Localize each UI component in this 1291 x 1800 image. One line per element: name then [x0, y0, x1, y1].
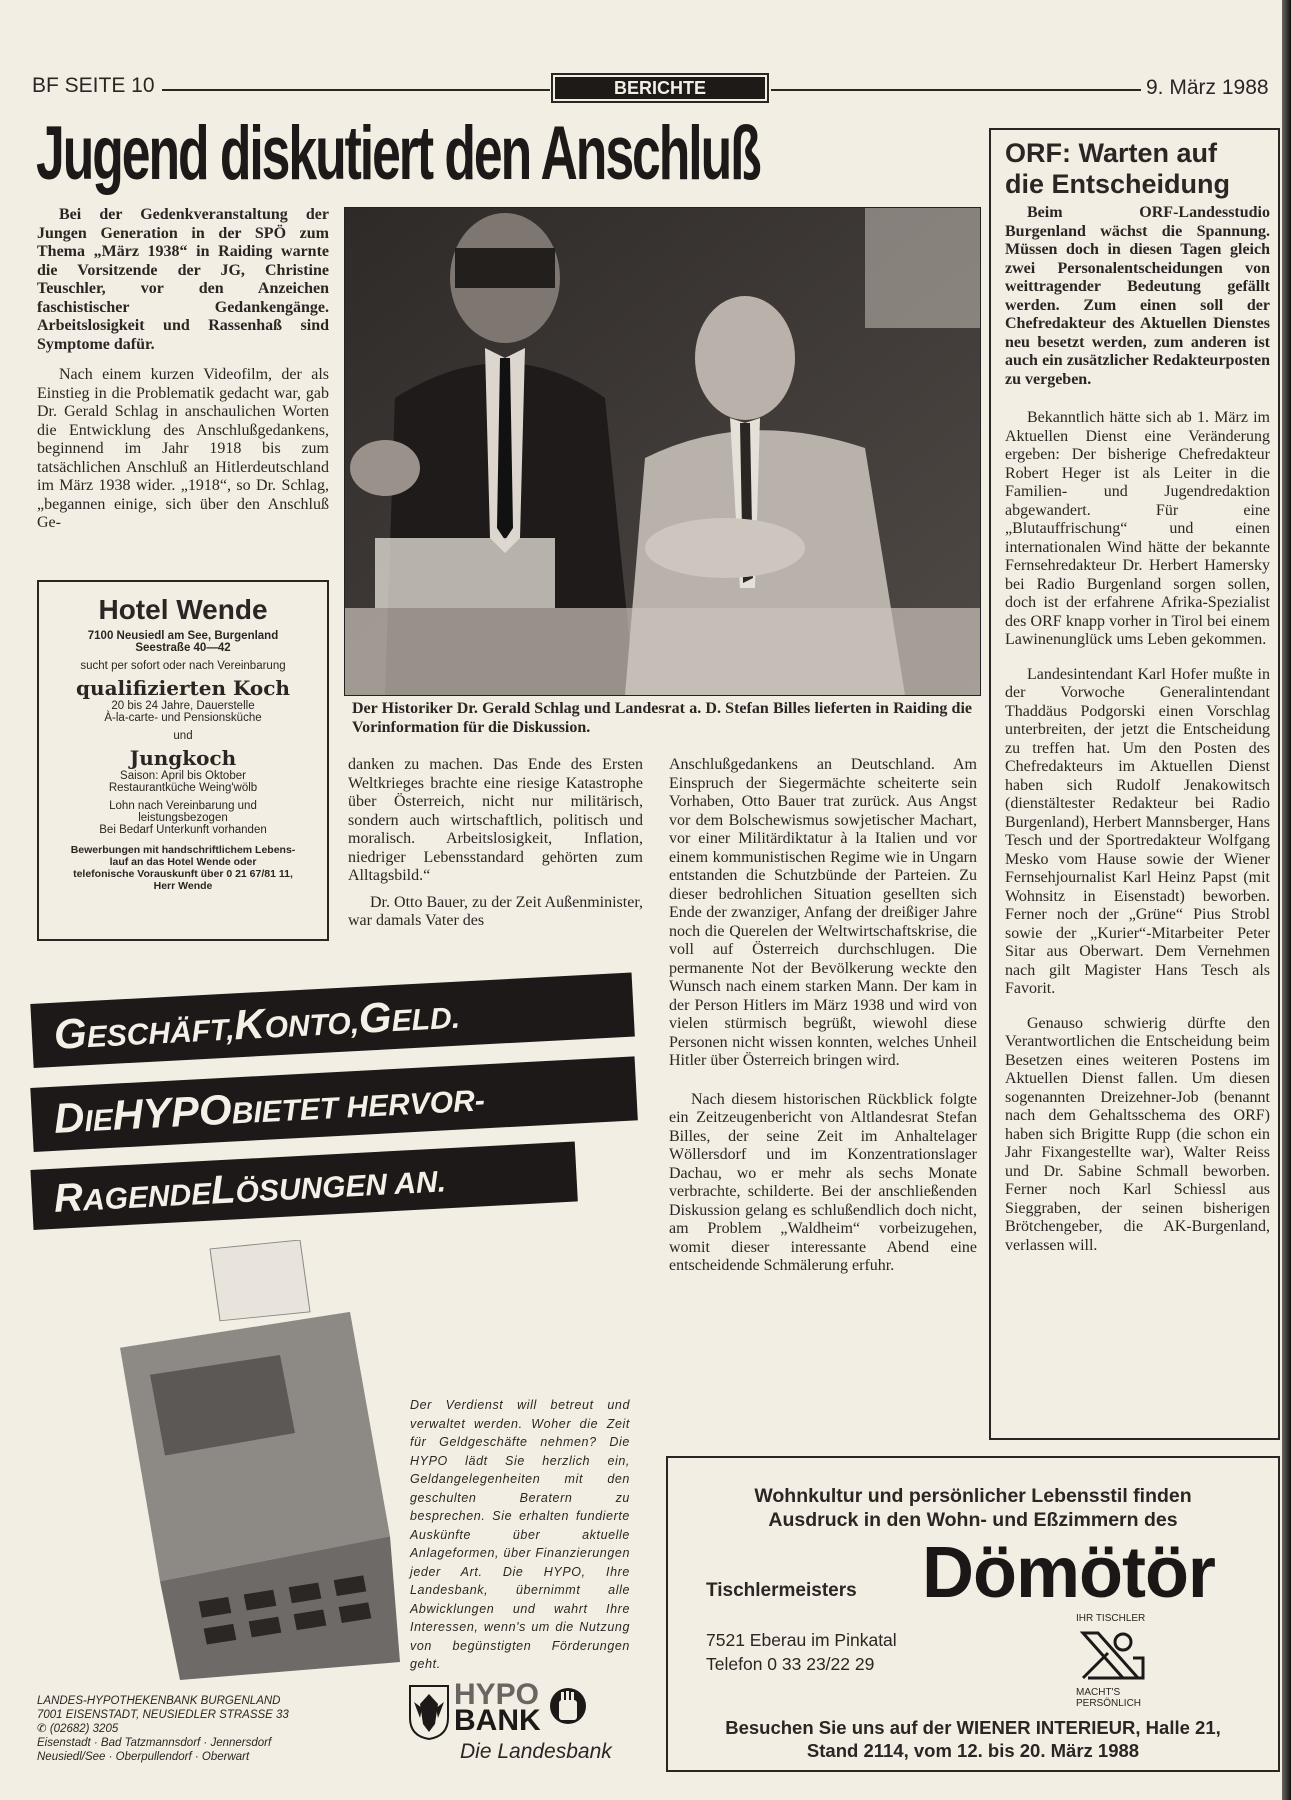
side-paragraph: Landesintendant Karl Hofer mußte in der Vorwoche Generalintendant Thaddäus Podgorski einen Vorschlag unterbreiten, der jetzt die Entscheidung zu treffen hat. Um den Posten des Chefredakteurs im Aktuellen Dienst haben sich Rudolf Jenakowitsch (dienstältester Redakteur bei Radio Burgenland), Herbert Mannsberger, Hans Tesch und der Sportredakteur Wolfgang Mesko vom Hause sowie der Wiener Fernsehjournalist Karl Heinz Papst (mit Wohnsitz in Eisenstadt) beworben. Ferner noch der „Grüne“ Pius Strobl sowie der „Kurier“-Mitarbeiter Peter Sitar aus Oberwart. Dem Vernehmen nach gilt Magister Hans Tesch als Favorit. — [1005, 665, 1270, 997]
branches-line: Eisenstadt · Bad Tatzmannsdorf · Jennersdorf — [37, 1737, 272, 1749]
side-paragraph: Genauso schwierig dürfte den Verantwortlichen die Entscheidung beim Besetzen eines weiteren Postens im Aktuellen Dienst fallen. Um diesen sogenannten Dreizehner-Job (benannt nach dem Gehaltsschema des ORF) haben sich Brigitte Rupp (die schon ein Jahr Fixangestellte war), Walter Reiss und Dr. Sabine Schmall beworben. Ferner noch Karl Schiessl aus Sieggraben, der seinen bisherigen Brötchengeber, die AK-Burgenland, verlassen will. — [1005, 1014, 1270, 1254]
issue-date: 9. März 1988 — [1146, 76, 1269, 99]
headline: Jugend diskutiert den Anschluß — [36, 111, 760, 196]
slogan-part: D — [52, 1093, 86, 1142]
logo-hypo: HYPO — [454, 1678, 540, 1711]
photo-image — [345, 208, 980, 695]
scan-edge — [1282, 0, 1291, 1800]
branches-line: Neusiedl/See · Oberpullendorf · Oberwart — [37, 1751, 250, 1763]
orf-side-article — [989, 128, 1280, 1440]
article-paragraph: Nach diesem historischen Rückblick folgte ein Zeitzeugenbericht von Altlandesrat Stefan Billes, der seine Zeit im Anhaltelager Wöllersdorf und im Konzentrationslager Dachau, wo er mehr als sechs Monate verbrachte, schilderte. Bei der anschließenden Diskussion gelang es schlußendlich doch nicht, am Problem „Waldheim“ vorbeizugehen, womit dieser interessante Abend eine entscheidende Schmälerung erfuhr. — [669, 1090, 977, 1274]
hotel-terms — [39, 800, 327, 836]
ad-headline-line: Wohnkultur und persönlicher Lebensstil finden — [754, 1485, 1192, 1507]
ad-prefix: Tischlermeisters — [706, 1580, 857, 1601]
photo-caption: Der Historiker Dr. Gerald Schlag und Landesrat a. D. Stefan Billes lieferten in Raiding die Vorinformation für die Diskussion. — [352, 700, 972, 736]
calculator-illustration — [100, 1240, 400, 1680]
hypo-bank-logo — [408, 1678, 638, 1772]
hypo-address — [37, 1694, 289, 1764]
logo-line: MACHT'S — [1076, 1687, 1121, 1698]
side-headline: ORF: Warten auf die Entscheidung — [1005, 138, 1231, 199]
article-paragraph: Anschlußgedankens an Deutschland. Am Einspruch der Siegermächte scheiterte sein Vorhaben, Otto Bauer trat zurück. Aus Angst vor dem Bolschewismus sowjetischer Machart, vor einer Militärdiktatur à la Italien und vor einem kommunistischen Regime wie in Ungarn entstanden die Schutzbünde der Parteien. Zu dieser bedrohlichen Situation gesellten sich Ende der zwanziger, Anfang der dreißiger Jahre noch die Querelen der Weltwirtschaftskrise, die voll auf Österreich durchschlugen. Die permanente Not der Bevölkerung weckte den Wunsch nach einem starken Mann. Der kam in der Person Hitlers im März 1938 und wird von vielen stürmisch begrüßt, wiewohl diese Personen nicht wissen konnten, welches Unheil Hitler über Österreich bringen wird. — [669, 756, 977, 1069]
slogan-part: G — [357, 993, 393, 1042]
contact-line: lauf an das Hotel Wende oder — [109, 856, 257, 868]
logo-tagline: Die Landesbank — [460, 1740, 612, 1763]
company-address: 7521 Eberau im Pinkatal — [706, 1630, 897, 1650]
contact-line: telefonische Vorauskunft über 0 21 67/81 11, — [73, 868, 293, 880]
slogan-part: L — [209, 1167, 237, 1213]
slogan-part: ÖSUNGEN AN. — [234, 1165, 447, 1210]
ad-footer-line: Besuchen Sie uns auf der WIENER INTERIEUR, Halle 21, — [725, 1717, 1221, 1738]
hotel-address-line: 7100 Neusiedl am See, Burgenland — [87, 630, 279, 642]
slogan-part: AGENDE — [82, 1177, 213, 1218]
logo-bottom-text — [1076, 1687, 1141, 1709]
hypo-slogan-line-1 — [30, 973, 635, 1068]
address-line: LANDES-HYPOTHEKENBANK BURGENLAND — [37, 1695, 281, 1707]
logo-bank: BANK — [454, 1704, 541, 1737]
plane-tool-icon — [1078, 1628, 1148, 1686]
hypo-slogan-line-3 — [30, 1142, 577, 1230]
slogan-part: IE — [83, 1103, 114, 1139]
slogan-part: K — [232, 999, 266, 1049]
ad-headline-line: Ausdruck in den Wohn- und Eßzimmern des — [768, 1509, 1178, 1531]
slogan-part: ESCHÄFT, — [85, 1013, 236, 1055]
job-title-koch: qualifizierten Koch — [76, 676, 290, 700]
job-detail: Restaurantküche Weing'wölb — [108, 782, 258, 794]
side-lead: Beim ORF-Landesstudio Burgenland wächst die Spannung. Müssen doch in diesen Tagen gleich zwei Personalentscheidungen von weittragender Bedeutung gefällt werden. Zum einen soll der Chefredakteur des Aktuellen Dienstes neu besetzt werden, zum anderen ist auch ein zusätzlicher Redakteurposten zu vergeben. — [1005, 204, 1270, 388]
terms-line: Bei Bedarf Unterkunft vorhanden — [99, 824, 267, 836]
hand-icon — [548, 1686, 588, 1726]
company-phone: Telefon 0 33 23/22 29 — [706, 1654, 875, 1674]
and-label: und — [173, 730, 193, 742]
slogan-part: R — [52, 1175, 84, 1221]
address-line: 7001 EISENSTADT, NEUSIEDLER STRASSE 33 — [37, 1709, 289, 1721]
hotel-contact — [39, 844, 327, 892]
article-lead: Bei der Gedenkveranstaltung der Jungen Generation in der SPÖ zum Thema „März 1938“ in Raiding warnte die Vorsitzende der JG, Christine Teuschler, vor den Anzeichen faschistischer Gedankengänge. Arbeitslosigkeit und Rassenhaß sind Symptome dafür. — [37, 206, 329, 353]
article-photo — [344, 207, 981, 696]
article-paragraph: danken zu machen. Das Ende des Ersten Weltkrieges brachte eine riesige Katastrophe über Österreich, nicht nur militärisch, sondern auch wirtschaftlich, politisch und moralisch. Arbeitslosigkeit, Inflation, niedriger Lebensstandard gehörten zum Alltagsbild.“ — [348, 756, 643, 884]
contact-line: Bewerbungen mit handschriftlichem Lebens- — [70, 844, 296, 856]
logo-line: PERSÖNLICH — [1076, 1698, 1142, 1709]
job-detail: À-la-carte- und Pensionsküche — [104, 712, 262, 724]
side-article-body — [1005, 204, 1270, 1255]
job-title-jungkoch: Jungkoch — [129, 746, 237, 770]
company-name: Dömötör — [922, 1533, 1215, 1613]
hotel-wende-ad — [37, 580, 329, 941]
contact-line: Herr Wende — [153, 880, 213, 892]
logo-top-text: IHR TISCHLER — [1076, 1613, 1146, 1624]
hotel-address-line: Seestraße 40—42 — [135, 642, 231, 654]
job-detail: 20 bis 24 Jahre, Dauerstelle — [111, 700, 255, 712]
terms-line: Lohn nach Vereinbarung und — [109, 800, 257, 812]
article-paragraph: Nach einem kurzen Videofilm, der als Einstieg in die Problematik gedacht war, gab Dr. Gerald Schlag in anschaulichen Worten die Entwicklung des Anschlußgedankens, beginnend im Jahr 1918 bis zum tatsächlichen Anschluß an Hitlerdeutschland im März 1938 wider. „1918“, so Dr. Schlag, „begannen einige, sich über den Anschluß Ge- — [37, 366, 329, 531]
side-paragraph: Bekanntlich hätte sich ab 1. März im Aktuellen Dienst eine Veränderung ergeben: Der bisherige Chefredakteur Robert Heger ist als Leiter in die Familien- und Jugendredaktion abgewandert. Für eine „Blutauffrischung“ und einen internationalen Wind hätte der bekannte Fernsehredakteur Dr. Herbert Hamersky bei Radio Burgenland sorgen sollen, doch ist der erfahrene Afrika-Spezialist des ORF knapp vorher in Tirol bei einem Lawinenunglück ums Leben gekommen. — [1005, 409, 1270, 648]
terms-line: leistungsbezogen — [138, 812, 228, 824]
hypo-body-text: Der Verdienst will betreut und verwaltet werden. Woher die Zeit für Geldgeschäfte nehmen? Die HYPO lädt Sie herzlich ein, Geldangelegenheiten mit den geschulten Beratern zu besprechen. Sie erhalten fundierte Auskünfte über aktuelle Anlageformen, über Finanzierungen jeder Art. Die HYPO, Ihre Landesbank, übernimmt alle Abwicklungen und wahrt Ihre Interessen, wenn's um die Nutzung von begünstigten Förderungen geht. — [410, 1398, 630, 1671]
hotel-intro: sucht per sofort oder nach Vereinbarung — [80, 660, 286, 672]
page-label: BF SEITE 10 — [32, 74, 155, 97]
section-label — [551, 73, 769, 103]
slogan-part: G — [52, 1009, 88, 1058]
slogan-part: ONTO, — [263, 1006, 360, 1045]
header-rule-right — [771, 89, 1141, 91]
slogan-part: ELD. — [390, 1001, 461, 1039]
article-column-3 — [669, 756, 977, 1284]
section-label-text: BERICHTE — [555, 77, 765, 99]
phone-line: ✆ (02682) 3205 — [37, 1723, 119, 1735]
article-column-2 — [348, 756, 643, 939]
slogan-part: BIETET HERVOR- — [230, 1084, 486, 1131]
ad-footer-line: Stand 2114, vom 12. bis 20. März 1988 — [806, 1740, 1140, 1761]
hotel-name: Hotel Wende — [98, 594, 268, 625]
job-detail: Saison: April bis Oktober — [120, 770, 246, 782]
domotor-ad — [666, 1456, 1280, 1772]
coat-of-arms-icon — [408, 1684, 450, 1740]
article-column-1 — [37, 206, 329, 541]
header-rule-left — [162, 89, 550, 91]
hypo-slogan-line-2 — [30, 1056, 638, 1152]
slogan-part: HYPO — [111, 1085, 233, 1139]
article-paragraph: Dr. Otto Bauer, zu der Zeit Außenminister, war damals Vater des — [348, 893, 643, 929]
